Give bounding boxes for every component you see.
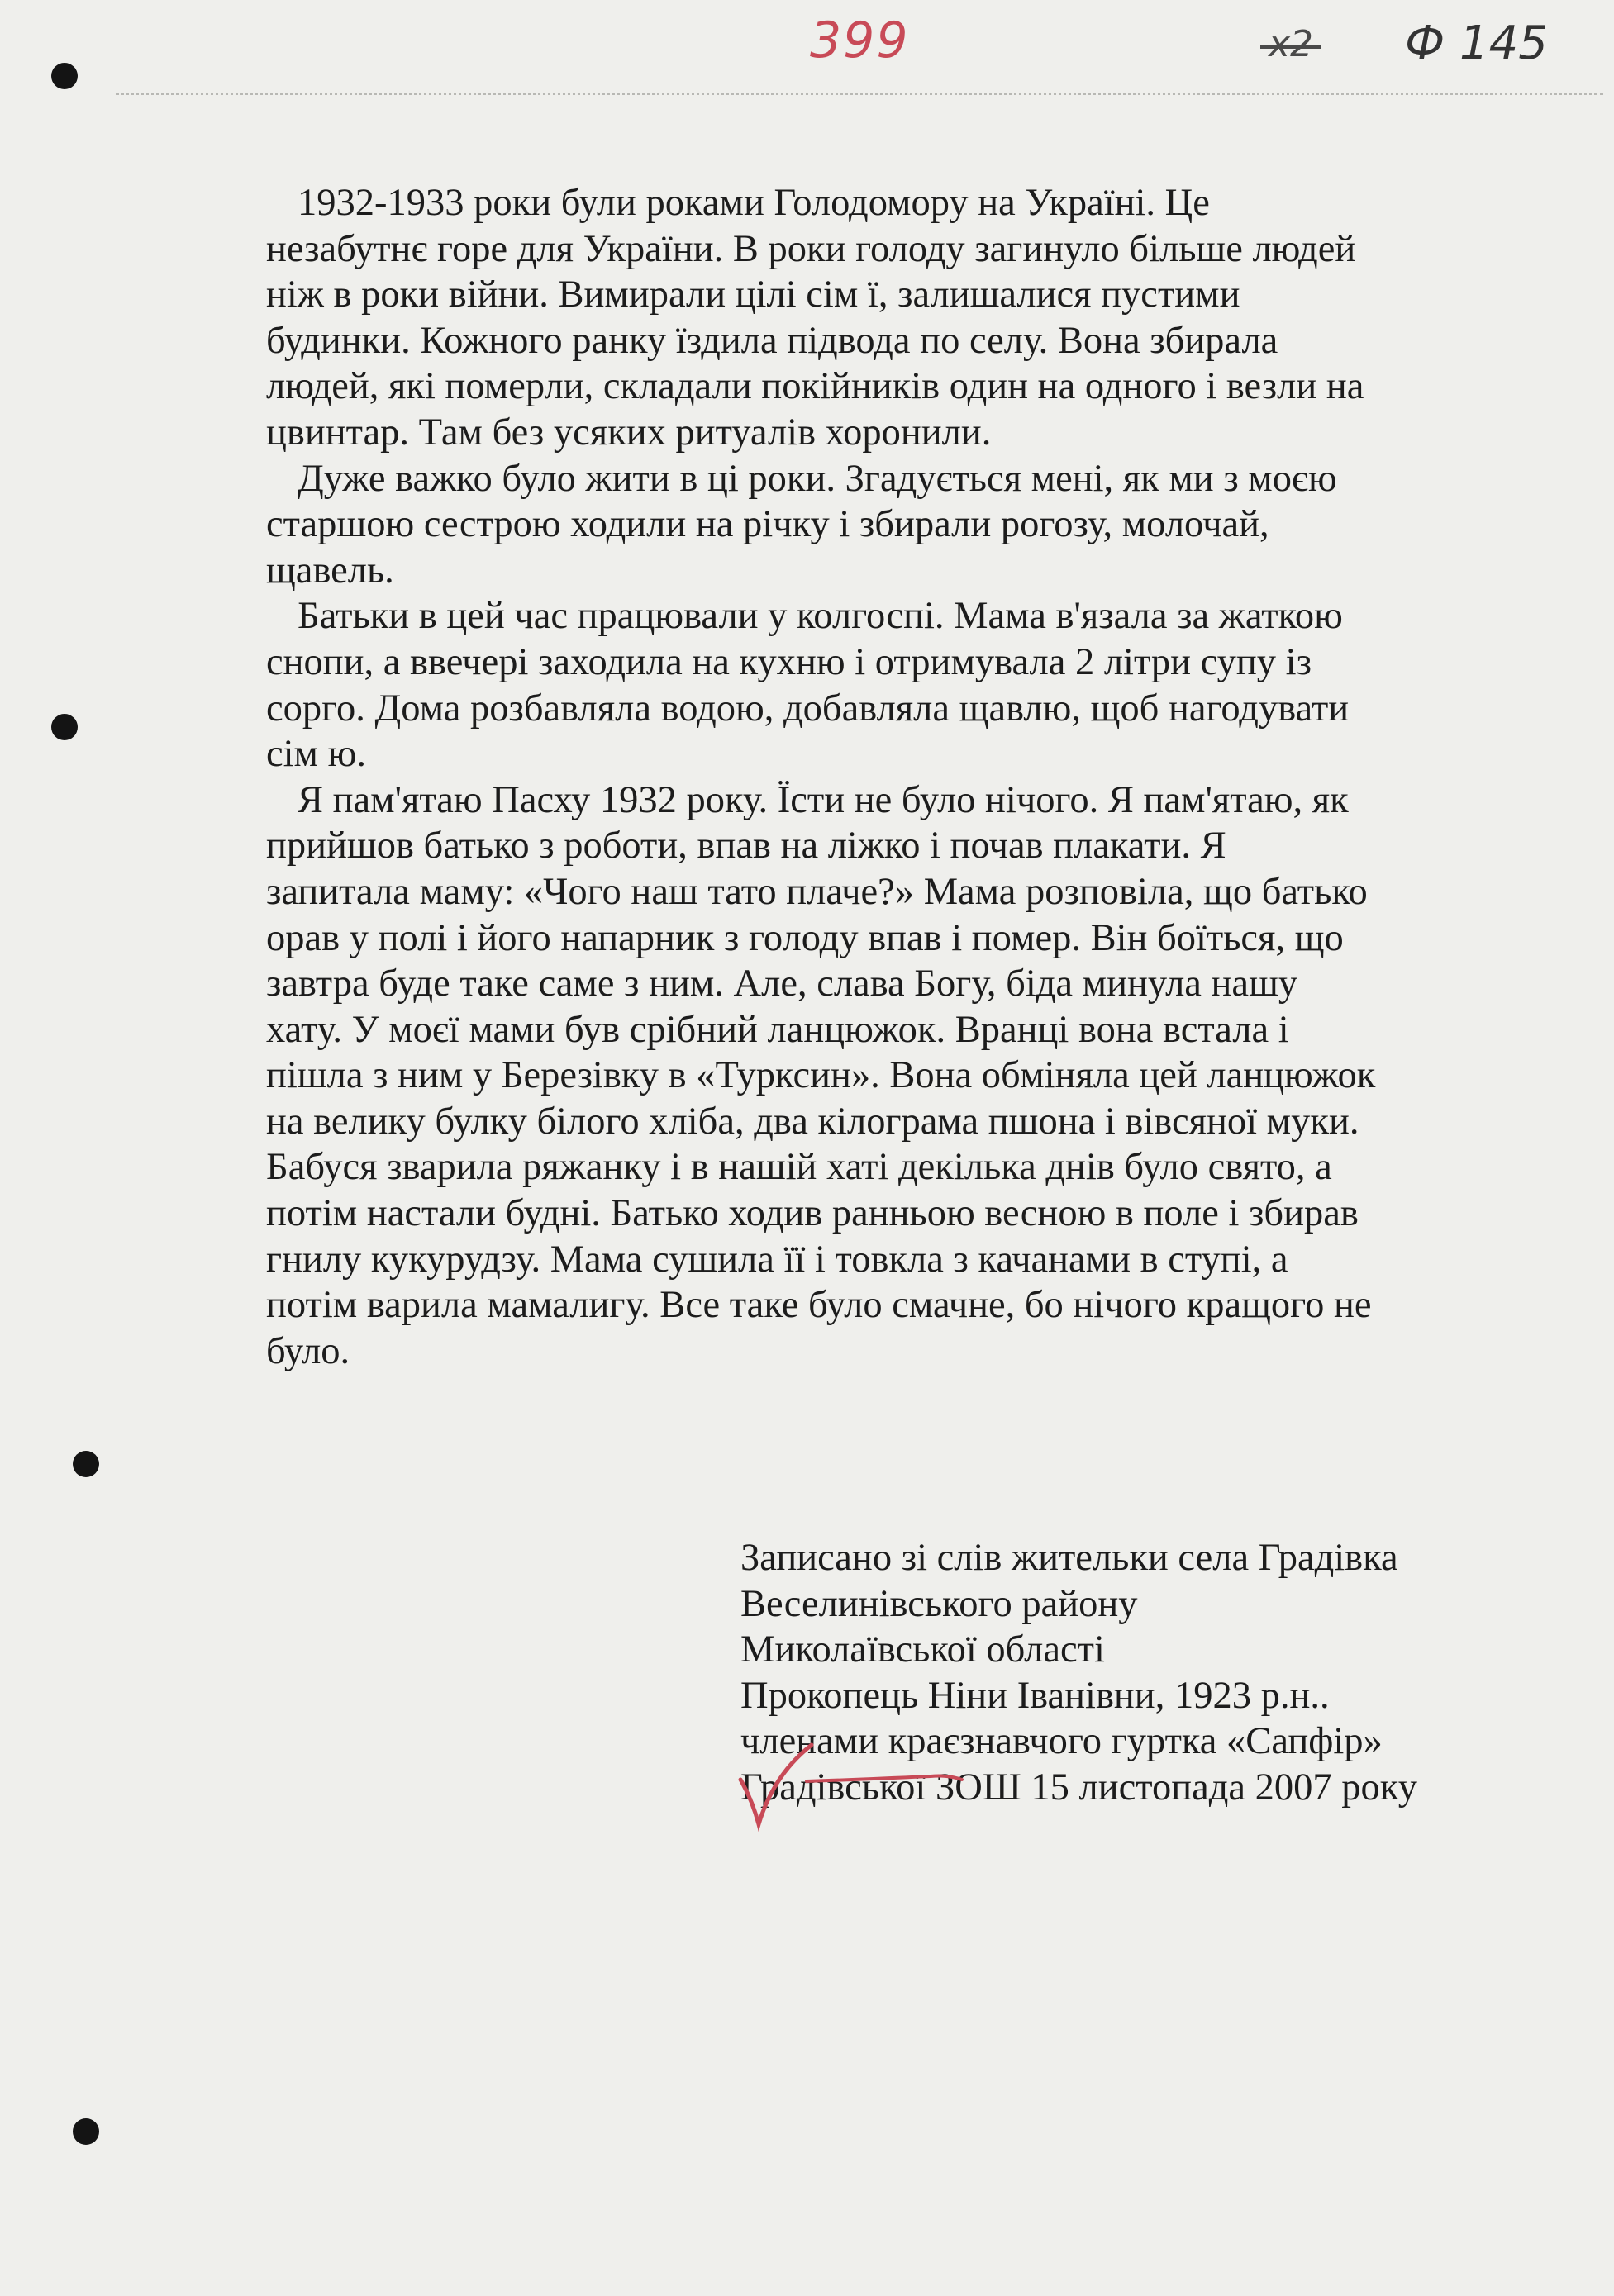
archive-number: 399 xyxy=(810,12,910,69)
binder-hole-bottom xyxy=(73,2118,99,2145)
binder-hole-top xyxy=(51,63,78,89)
binder-hole-lower xyxy=(73,1451,99,1477)
attribution-line: Веселинівського району xyxy=(740,1582,1138,1625)
binder-hole-upper xyxy=(51,714,78,740)
underline-stroke xyxy=(807,1776,962,1782)
attribution-line: Градівської ЗОШ 15 листопада 2007 року xyxy=(740,1766,1417,1809)
attribution-line: Миколаївської області xyxy=(740,1628,1105,1671)
paragraph-hard-life: Дуже важко було жити в ці роки. Згадується мені, як ми з моєю старшою сестрою ходили на річку і збирали рогозу, молочай, щавель. xyxy=(266,457,1337,592)
attribution-line-narrator: Прокопець Ніни Іванівни, 1923 р.н.. xyxy=(740,1674,1330,1717)
page-edge-line xyxy=(116,93,1603,95)
testimony-text xyxy=(266,180,1531,1374)
folio-number: Ф 145 xyxy=(1405,17,1548,70)
attribution-line: Записано зі слів жительки села Градівка xyxy=(740,1537,1398,1579)
crossed-number: х2 xyxy=(1269,23,1314,65)
attribution-line: членами краєзнавчого гуртка «Сапфір» xyxy=(740,1720,1383,1763)
red-checkmark-underline xyxy=(740,1742,1614,1841)
paragraph-famine-years: 1932-1933 роки були роками Голодомору на Україні. Це незабутнє горе для України. В роки голоду загинуло більше людей ніж в роки війни. Вимирали цілі сім ї, залишалися пустими будинки. Кожного ранку їздила підвода по селу. Вона збирала людей, які померли, складали покійників один на одного і везли на цвинтар. Там без усяких ритуалів хоронили. xyxy=(266,182,1364,454)
paragraph-easter-1932: Я пам'ятаю Пасху 1932 року. Їсти не було нічого. Я пам'ятаю, як прийшов батько з роботи, впав на ліжко і почав плакати. Я запитала маму: «Чого наш тато плаче?» Мама розповіла, що батько орав у полі і його напарник з голоду впав і помер. Він боїться, що завтра буде таке саме з ним. Але, слава Богу, біда минула нашу хату. У моєї мами був срібний ланцюжок. Вранці вона встала і пішла з ним у Березівку в «Турксин». Вона обміняла цей ланцюжок на велику булку білого хліба, два кілограма пшона і вівсяної муки. Бабуся зварила ряжанку і в нашій хаті декілька днів було свято, а потім настали будні. Батько ходив ранньою весною в поле і збирав гнилу кукурудзу. Мама сушила її і товкла з качанами в ступі, а потім варила мамалигу. Все таке було смачне, бо нічого кращого не було. xyxy=(266,778,1376,1372)
paragraph-kolkhoz-work: Батьки в цей час працювали у колгоспі. Мама в'язала за жаткою снопи, а ввечері заходила на кухню і отримувала 2 літри супу із сорго. Дома розбавляла водою, добавляла щавлю, щоб нагодувати сім ю. xyxy=(266,595,1350,776)
checkmark-icon xyxy=(740,1745,812,1824)
